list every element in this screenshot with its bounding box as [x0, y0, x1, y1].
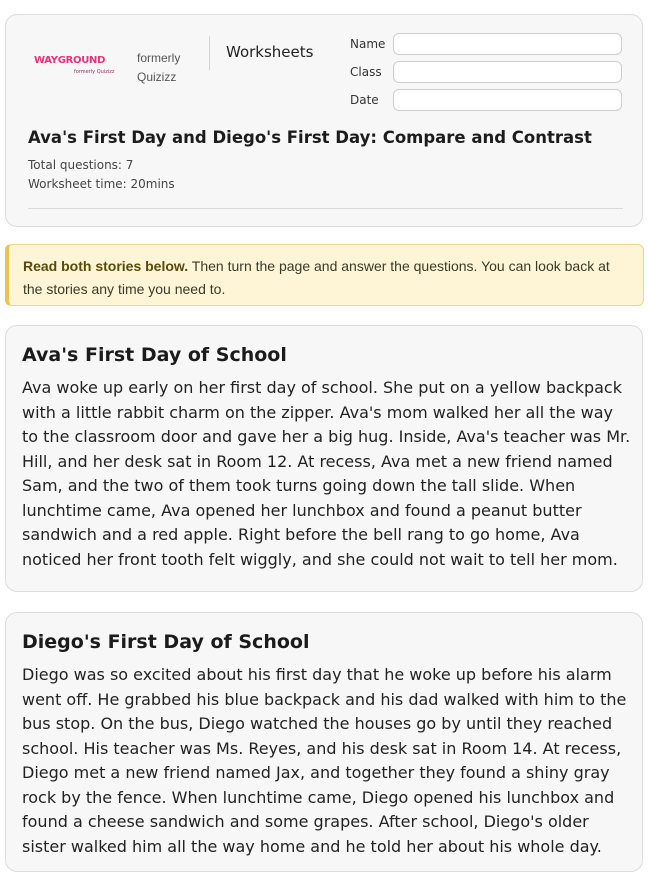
date-label: Date: [350, 93, 379, 107]
worksheet-title: Ava's First Day and Diego's First Day: Compare and Contrast: [28, 128, 592, 147]
total-questions: Total questions: 7: [28, 158, 134, 172]
worksheet-header: [5, 14, 643, 227]
logo-wordmark: WAYGROUND: [34, 55, 106, 66]
wayground-logo: [34, 55, 126, 79]
worksheet-time: Worksheet time: 20mins: [28, 177, 175, 191]
instructions-text: Then turn the page and answer the questions. You can look back at the stories any time you need to.: [23, 258, 610, 297]
formerly-quizizz-label: formerly Quizizz: [137, 51, 181, 84]
story-card-ava: [5, 325, 643, 592]
class-field[interactable]: [393, 61, 622, 83]
story-title: Ava's First Day of School: [22, 344, 287, 366]
instructions-note: [5, 244, 644, 306]
story-text: Ava woke up early on her first day of school. She put on a yellow backpack with a little rabbit charm on the zipper. Ava's mom walked her all the way to the classroom door and gave her a big hug. Inside, Ava's teacher was Mr. Hill, and her desk sat in Room 12. At recess, Ava met a new friend named Sam, and the two of them took turns going down the tall slide. When lunchtime came, Ava opened her lunchbox and found a peanut butter sandwich and a red apple. Right before the bell rang to go home, Ava noticed her front tooth felt wiggly, and she could not wait to tell her mom.: [22, 378, 631, 569]
header-divider: [209, 36, 210, 70]
class-label: Class: [350, 65, 382, 79]
header-rule: [28, 208, 623, 209]
worksheets-label: Worksheets: [226, 43, 314, 61]
story-title: Diego's First Day of School: [22, 631, 310, 653]
instructions-bold: Read both stories below.: [23, 258, 189, 274]
name-field[interactable]: [393, 33, 622, 55]
date-field[interactable]: [393, 89, 622, 111]
logo-subtext: formerly Quizizz: [74, 69, 115, 75]
story-card-diego: [5, 612, 643, 872]
name-label: Name: [350, 37, 386, 51]
story-text: Diego was so excited about his first day that he woke up before his alarm went off. He grabbed his blue backpack and his dad walked with him to the bus stop. On the bus, Diego watched the houses go by until they reached school. His teacher was Ms. Reyes, and his desk sat in Room 14. At recess, Diego met a new friend named Jax, and together they found a shiny gray rock by the fence. When lunchtime came, Diego opened his lunchbox and found a cheese sandwich and some grapes. After school, Diego's older sister walked him all the way home and he told her about his whole day.: [22, 665, 627, 856]
